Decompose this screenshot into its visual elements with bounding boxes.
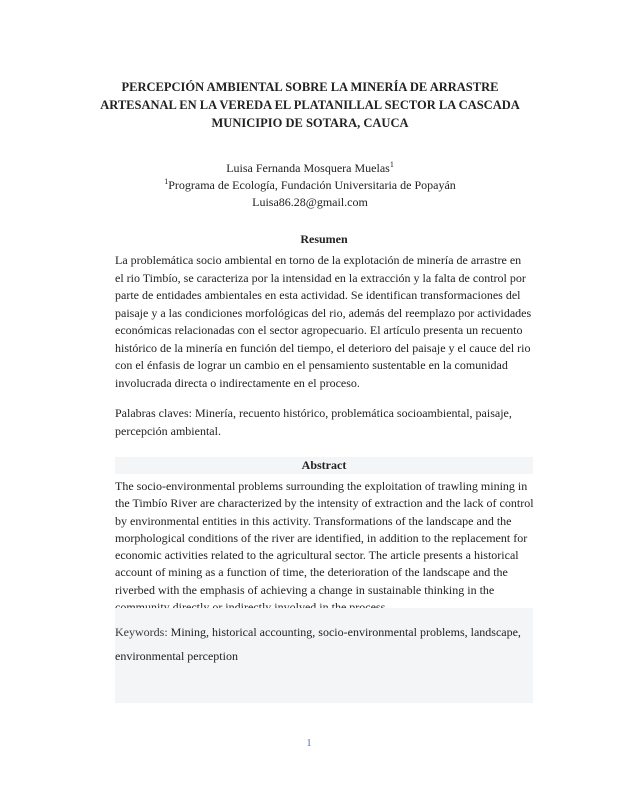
- resumen-line: paisaje y a las condiciones morfológicas del rio, además del reemplazo por actividades: [115, 305, 532, 320]
- abstract-line: account of mining as a function of time, the deterioration of the landscape and the: [115, 565, 508, 580]
- author-name-line: [100, 160, 520, 177]
- author-superscript: 1: [389, 160, 394, 169]
- palabras-line: Palabras claves: Minería, recuento histórico, problemática socioambiental, paisaje,: [115, 406, 512, 420]
- abstract-line: the Timbío River are characterized by the intensity of extraction and the lack of control: [115, 496, 534, 511]
- abstract-line: by environmental entities in this activity. Transformations of the landscape and the: [115, 513, 512, 528]
- resumen-body: [115, 252, 535, 392]
- author-name: Luisa Fernanda Mosquera Muelas: [226, 161, 390, 175]
- author-email: Luisa86.28@gmail.com: [252, 195, 368, 209]
- abstract-line: The socio-environmental problems surrounding the exploitation of trawling mining in: [115, 479, 528, 493]
- resumen-line: La problemática socio ambiental en torno de la explotación de minería de arrastre en: [115, 253, 522, 267]
- resumen-line: con el énfasis de lograr un cambio en el pensamiento sustentable en la comunidad: [115, 358, 508, 372]
- affiliation: Programa de Ecología, Fundación Universitaria de Popayán: [168, 178, 456, 192]
- page-number: 1: [306, 737, 312, 749]
- paper-title: [80, 78, 540, 132]
- keywords-label: Keywords:: [115, 625, 171, 639]
- resumen-line: económicas relacionadas con el sector agropecuario. El artículo presenta un recuento: [115, 323, 523, 337]
- keywords-text: Mining, historical accounting, socio-environmental problems, landscape,: [170, 625, 521, 639]
- resumen-line: el rio Timbío, se caracteriza por la intensidad en la extracción y la falta de control por: [115, 270, 526, 285]
- title-line: ARTESANAL EN LA VEREDA EL PLATANILLAL SECTOR LA CASCADA: [100, 98, 520, 112]
- affiliation-superscript: 1: [164, 177, 169, 186]
- keywords-line: environmental perception: [115, 649, 238, 663]
- palabras-claves: [115, 405, 535, 440]
- abstract-body: [115, 478, 535, 616]
- abstract-heading: Abstract: [301, 458, 347, 472]
- resumen-line: histórico de la minería en función del tiempo, el deterioro del paisaje y el cauce del rio: [115, 340, 531, 355]
- resumen-heading: Resumen: [300, 232, 348, 246]
- keywords-block: [115, 620, 530, 668]
- abstract-line: riverbed with the emphasis of achieving a change in sustainable thinking in the: [115, 582, 495, 597]
- resumen-line: parte de entidades ambientales en esta actividad. Se identifican transformaciones del: [115, 288, 521, 302]
- keywords-line: [115, 620, 530, 644]
- abstract-line: morphological conditions of the river are identified, in addition to the replacement for: [115, 530, 528, 545]
- title-line: MUNICIPIO DE SOTARA, CAUCA: [211, 116, 409, 130]
- resumen-line: involucrada directa o indirectamente en el proceso.: [115, 375, 360, 390]
- author-block: [100, 160, 520, 211]
- title-line: PERCEPCIÓN AMBIENTAL SOBRE LA MINERÍA DE ARRASTRE: [121, 80, 499, 94]
- palabras-line: percepción ambiental.: [115, 423, 221, 438]
- affiliation-line: [100, 177, 520, 194]
- abstract-line: economic activities related to the agricultural sector. The article presents a historical: [115, 548, 519, 563]
